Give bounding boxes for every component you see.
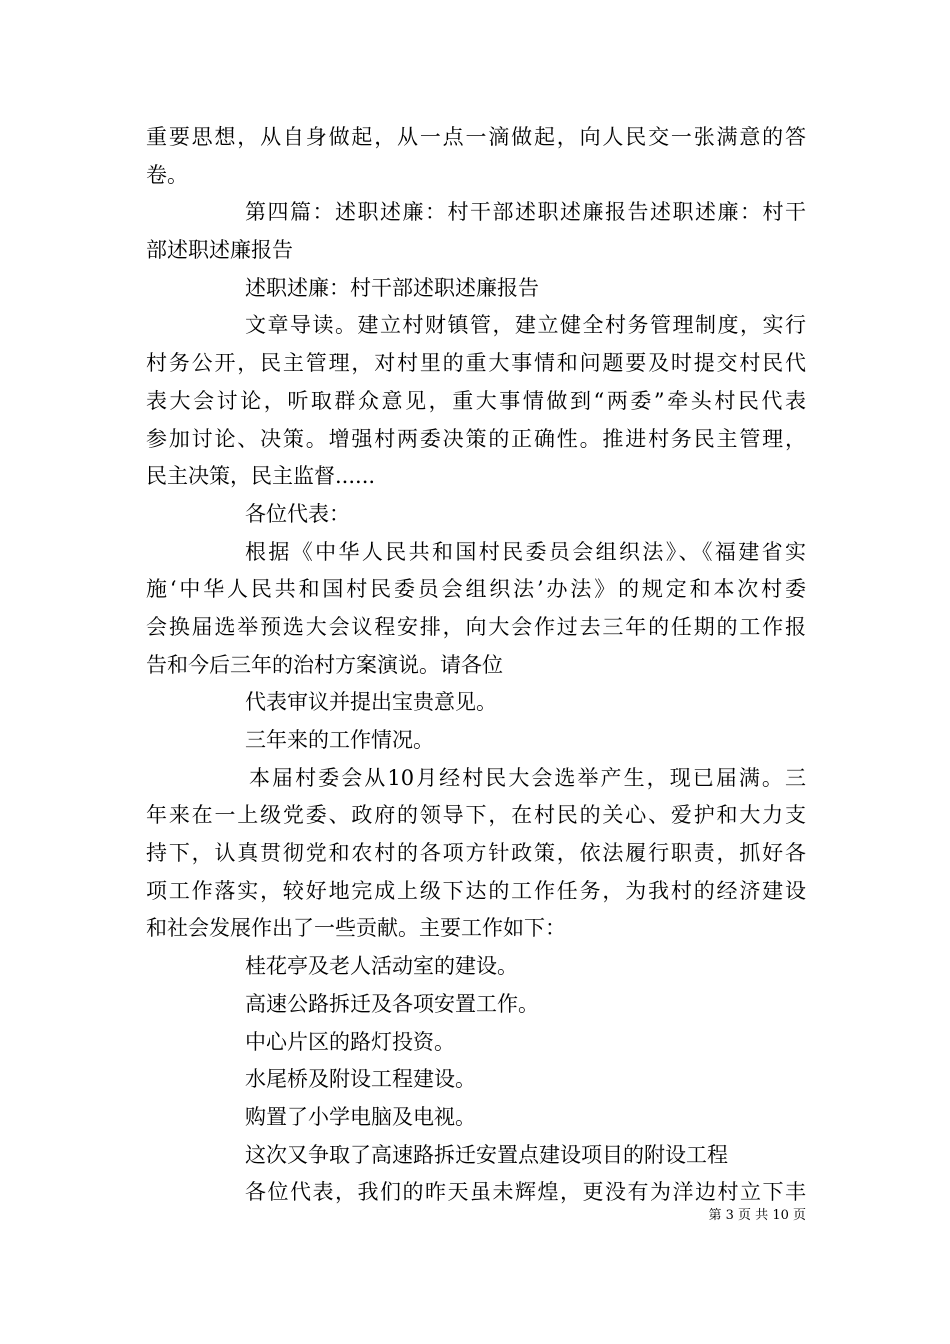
list-item: 购置了小学电脑及电视。 [245, 1104, 476, 1129]
document-body [146, 119, 806, 1212]
text-line: 持下，认真贯彻党和农村的各项方针政策，依法履行职责，抓好各 [146, 841, 806, 866]
list-item: 高速公路拆迁及各项安置工作。 [245, 991, 539, 1016]
section-heading-continued: 部述职述廉报告 [146, 238, 293, 263]
section-heading: 第四篇：述职述廉：村干部述职述廉报告述职述廉：村干 [245, 200, 806, 225]
text-line: 参加讨论、决策。增强村两委决策的正确性。推进村务民主管理， [146, 426, 806, 451]
list-item: 这次又争取了高速路拆迁安置点建设项目的附设工程 [245, 1142, 728, 1167]
article-title: 述职述廉：村干部述职述廉报告 [245, 275, 539, 300]
salutation: 各位代表： [245, 501, 350, 526]
text-line: 年来在一上级党委、政府的领导下，在村民的关心、爱护和大力支 [146, 803, 806, 828]
subheading: 三年来的工作情况。 [245, 728, 434, 752]
text-line: 根据《中华人民共和国村民委员会组织法》、《福建省实 [245, 539, 806, 564]
text-line: 和社会发展作出了一些贡献。主要工作如下： [146, 916, 566, 941]
text-line: 施‘中华人民共和国村民委员会组织法’办法》的规定和本次村委 [146, 577, 806, 602]
list-item: 中心片区的路灯投资。 [245, 1029, 455, 1054]
text-line: 表大会讨论，听取群众意见，重大事情做到“两委”牵头村民代表 [146, 388, 806, 413]
list-item: 桂花亭及老人活动室的建设。 [245, 954, 518, 979]
text-line: 村务公开，民主管理，对村里的重大事情和问题要及时提交村民代 [146, 351, 806, 376]
text-line: 会换届选举预选大会议程安排，向大会作过去三年的任期的工作报 [146, 614, 806, 639]
text-line: 重要思想，从自身做起，从一点一滴做起，向人民交一张满意的答 [146, 125, 806, 149]
text-line: 各位代表，我们的昨天虽未辉煌，更没有为洋边村立下丰 [245, 1180, 806, 1205]
text-line: 项工作落实，较好地完成上级下达的工作任务，为我村的经济建设 [146, 878, 806, 903]
text-line: 代表审议并提出宝贵意见。 [245, 690, 497, 715]
text-line: 民主决策，民主监督...... [146, 464, 376, 489]
text-line: 告和今后三年的治村方案演说。请各位 [146, 652, 503, 677]
page-number: 第 3 页 共 10 页 [708, 1208, 806, 1223]
list-item: 水尾桥及附设工程建设。 [245, 1067, 476, 1092]
text-line: 卷。 [146, 162, 188, 187]
text-line: 本届村委会从10月经村民大会选举产生，现已届满。三 [249, 765, 806, 790]
text-line: 文章导读。建立村财镇管，建立健全村务管理制度，实行 [245, 313, 806, 338]
